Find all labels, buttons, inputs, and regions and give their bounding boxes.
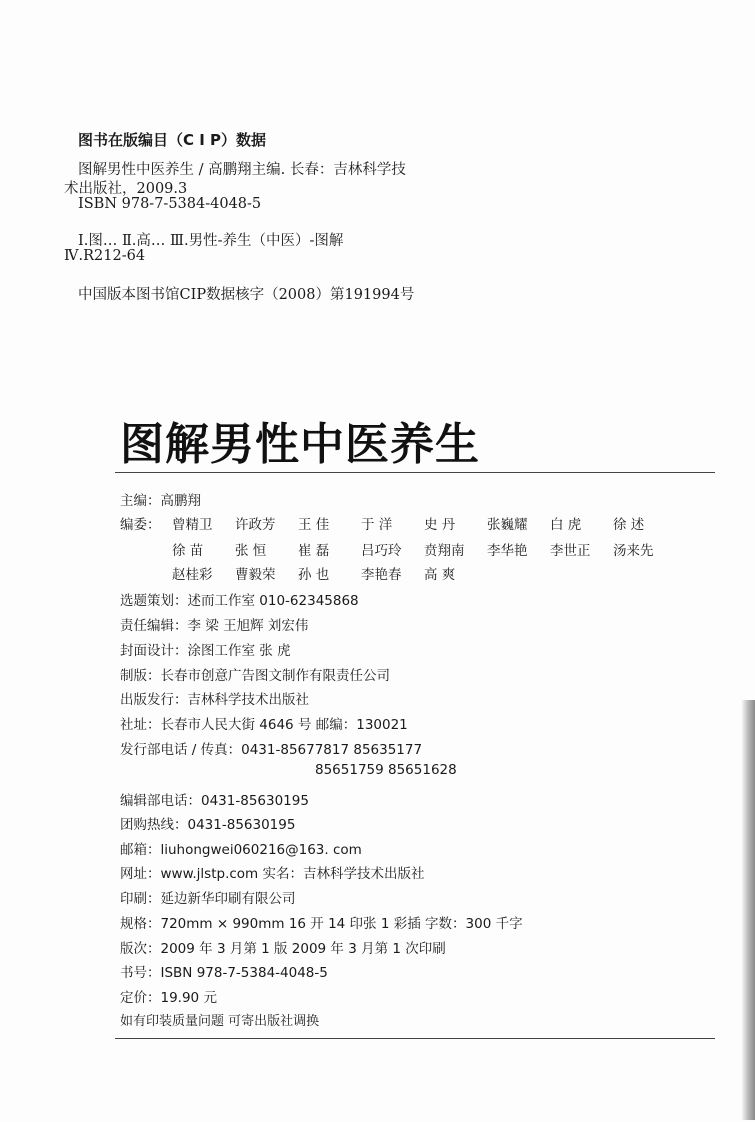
committee-row	[172, 513, 676, 533]
book-number: 书号：ISBN 978-7-5384-4048-5	[120, 965, 328, 981]
website: 网址：www.jlstp.com 实名：吉林科学技术出版社	[120, 866, 425, 882]
member: 许政芳	[235, 517, 276, 533]
member: 李华艳	[487, 543, 528, 559]
member: 贲翔南	[424, 543, 465, 559]
publisher: 出版发行：吉林科学技术出版社	[120, 692, 309, 708]
divider	[115, 472, 715, 473]
price: 定价：19.90 元	[120, 990, 217, 1006]
member: 曾精卫	[172, 517, 213, 533]
cip-line: 图解男性中医养生 / 高鹏翔主编. 长春：吉林科学技	[78, 162, 406, 178]
book-title: 图解男性中医养生	[120, 419, 480, 470]
cip-heading: 图书在版编目（C I P）数据	[78, 131, 267, 149]
printer: 印刷：延边新华印刷有限公司	[120, 891, 296, 907]
cip-classification: Ⅰ.图… Ⅱ.高… Ⅲ.男性-养生（中医）-图解	[78, 233, 344, 249]
editorial-phone: 编辑部电话：0431-85630195	[120, 793, 309, 809]
member: 王 佳	[298, 517, 330, 533]
committee-row	[172, 539, 676, 559]
quality-notice: 如有印装质量问题 可寄出版社调换	[120, 1014, 320, 1029]
member: 徐 述	[613, 517, 645, 533]
edition: 版次：2009 年 3 月第 1 版 2009 年 3 月第 1 次印刷	[120, 941, 446, 957]
member: 白 虎	[550, 517, 582, 533]
member: 李艳春	[361, 567, 402, 583]
member: 徐 苗	[172, 543, 204, 559]
sales-phone-cont: 85651759 85651628	[315, 762, 457, 778]
address: 社址：长春市人民大街 4646 号 邮编：130021	[120, 717, 408, 733]
specifications: 规格：720mm × 990mm 16 开 14 印张 1 彩插 字数：300 千字	[120, 916, 523, 932]
member: 崔 磊	[298, 543, 330, 559]
member: 曹毅荣	[235, 567, 276, 583]
sales-phone: 发行部电话 / 传真：0431-85677817 85635177	[120, 742, 423, 758]
plate-making: 制版：长春市创意广告图文制作有限责任公司	[120, 668, 390, 684]
cover-design: 封面设计：涂图工作室 张 虎	[120, 643, 291, 659]
email: 邮箱：liuhongwei060216@163. com	[120, 842, 362, 858]
member: 李世正	[550, 543, 591, 559]
planning: 选题策划：述而工作室 010-62345868	[120, 593, 359, 609]
committee-row	[172, 563, 487, 583]
member: 赵桂彩	[172, 567, 213, 583]
group-hotline: 团购热线：0431-85630195	[120, 817, 296, 833]
committee-label: 编委：	[120, 517, 161, 533]
cip-isbn: ISBN 978-7-5384-4048-5	[78, 196, 262, 212]
cip-line: 术出版社，2009.3	[64, 181, 188, 197]
page-edge-shadow	[741, 700, 755, 1120]
member: 史 丹	[424, 517, 456, 533]
member: 于 洋	[361, 517, 393, 533]
cip-classification: Ⅳ.R212-64	[64, 248, 146, 264]
member: 吕巧玲	[361, 543, 402, 559]
member: 张 恒	[235, 543, 267, 559]
chief-editor: 主编：高鹏翔	[120, 493, 201, 509]
responsible-editors: 责任编辑：李 梁 王旭辉 刘宏伟	[120, 618, 309, 634]
member: 张巍耀	[487, 517, 528, 533]
member: 高 爽	[424, 567, 456, 583]
member: 汤来先	[613, 543, 654, 559]
member: 孙 也	[298, 567, 330, 583]
cip-number: 中国版本图书馆CIP数据核字（2008）第191994号	[78, 287, 415, 303]
divider	[115, 1038, 715, 1039]
